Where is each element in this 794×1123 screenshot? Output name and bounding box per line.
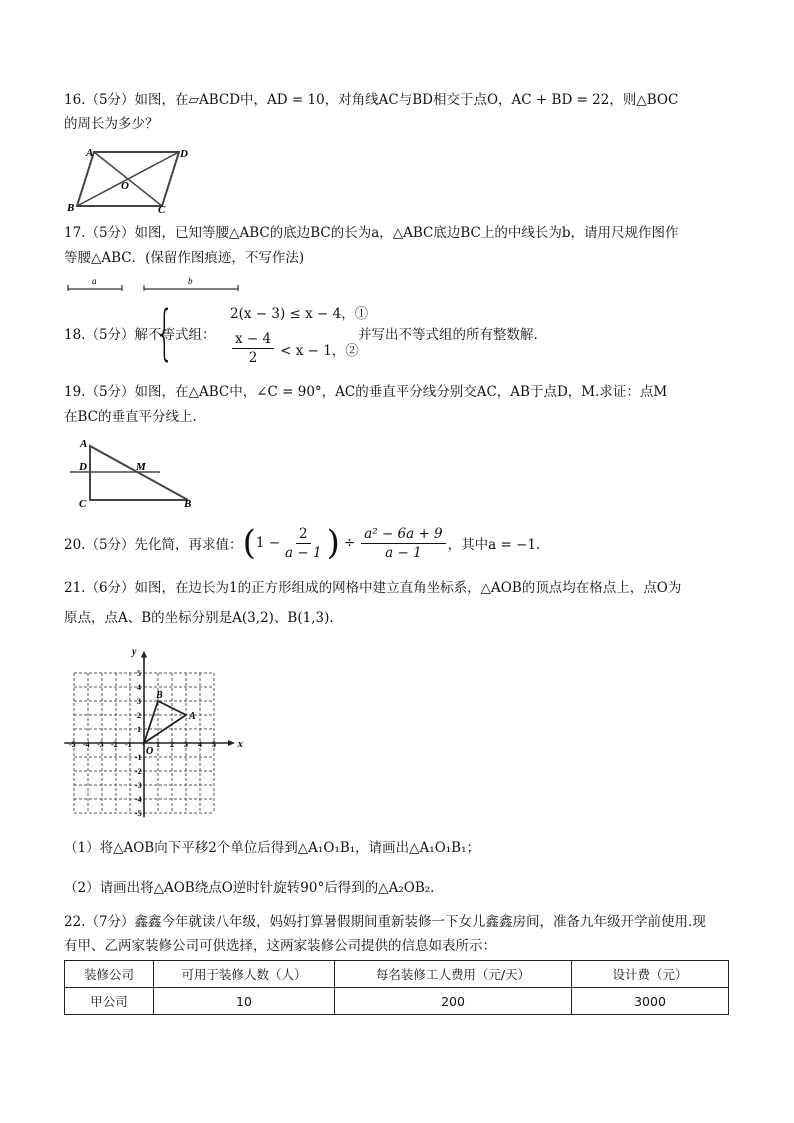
q17-segment-a-label: a (92, 276, 97, 286)
q16-label-O: O (121, 180, 129, 192)
q19-text-line1: 19.（5分）如图，在△ABC中，∠C = 90°，AC的垂直平分线分别交AC，AB于点D，M.求证：点M (64, 384, 668, 400)
q20-suffix: ，其中a = −1. (447, 537, 541, 553)
q19-triangle-figure (64, 435, 204, 513)
x-tick-label: -4 (83, 740, 90, 749)
q20-fraction-2-numerator: a² − 6a + 9 (361, 525, 445, 544)
q21-sub-question-2: （2）请画出将△AOB绕点O逆时针旋转90°后得到的△A₂OB₂. (64, 880, 435, 896)
q19-label-C: C (79, 498, 87, 510)
x-tick-label: -2 (111, 740, 118, 749)
y-tick-label: -4 (135, 795, 142, 804)
x-tick-label: -1 (125, 740, 132, 749)
q18-fraction-numerator: x − 4 (232, 330, 274, 349)
q22-text-line2: 有甲、乙两家装修公司可供选择，这两家装修公司提供的信息如表所示： (64, 938, 496, 954)
q20-divide: ÷ (343, 535, 356, 551)
table-header-cell: 每名装修工人费用（元/天） (335, 961, 572, 988)
q18-fraction (232, 330, 274, 367)
table-cell: 200 (335, 988, 572, 1015)
q20-one: 1 − (255, 535, 281, 551)
q21-triangle-AOB (144, 701, 186, 743)
x-tick-label: -3 (97, 740, 104, 749)
q20-left-paren: ( (242, 523, 256, 563)
q21-text-line2: 原点，点A、B的坐标分别是A(3,2)、B(1,3). (64, 610, 334, 626)
q18-inequality-2-rest: < x − 1，② (280, 342, 359, 359)
q22-company-table (64, 960, 729, 1015)
q18-prefix: 18.（5分）解不等式组： (64, 327, 216, 343)
q21-coordinate-grid (64, 645, 254, 820)
q20-fraction-2-denominator: a − 1 (385, 544, 422, 561)
q21-x-label: x (237, 739, 243, 750)
x-tick-label: 3 (184, 740, 188, 749)
q20-fraction-1-denominator: a − 1 (285, 544, 322, 561)
q19-label-D: D (79, 461, 87, 473)
table-row (65, 988, 729, 1015)
q16-parallelogram-figure (64, 143, 194, 213)
q18-inequality-2 (230, 330, 359, 367)
x-tick-label: 1 (156, 740, 160, 749)
x-tick-label: -5 (69, 740, 76, 749)
y-tick-label: 3 (137, 697, 141, 706)
q18-fraction-denominator: 2 (248, 350, 258, 366)
q21-point-A-label: A (189, 711, 196, 722)
q17-text-line1: 17.（5分）如图，已知等腰△ABC的底边BC的长为a，△ABC底边BC上的中线长为b，请用尺规作图作 (64, 225, 679, 241)
table-cell: 甲公司 (65, 988, 154, 1015)
q19-label-M: M (136, 461, 146, 473)
q19-label-B: B (184, 498, 192, 510)
q16-label-C: C (158, 204, 166, 213)
q20-expression (64, 520, 540, 566)
q20-fraction-1 (282, 525, 325, 562)
x-tick-label: 5 (212, 740, 216, 749)
q16-label-A: A (86, 147, 94, 159)
table-cell: 3000 (572, 988, 729, 1015)
y-tick-label: 4 (137, 683, 141, 692)
q21-y-label: y (132, 646, 137, 658)
q21-sub-question-1: （1）将△AOB向下平移2个单位后得到△A₁O₁B₁，请画出△A₁O₁B₁； (64, 840, 481, 856)
table-cell: 10 (154, 988, 335, 1015)
y-tick-label: -5 (135, 809, 142, 818)
y-tick-label: 2 (137, 711, 141, 720)
q17-text-line2: 等腰△ABC．(保留作图痕迹，不写作法) (64, 250, 305, 266)
y-tick-label: 1 (137, 725, 141, 734)
q17-segments-figure (64, 272, 244, 294)
table-header-cell: 装修公司 (65, 961, 154, 988)
q20-fraction-2 (361, 525, 445, 562)
y-tick-label: 5 (137, 669, 141, 678)
q22-text-line1: 22.（7分）鑫鑫今年就读八年级，妈妈打算暑假期间重新装修一下女儿鑫鑫房间，准备九年级开学前使用.现 (64, 914, 706, 930)
q18-brace: { (155, 298, 175, 368)
q16-label-D: D (180, 148, 188, 160)
q16-text-line2: 的周长为多少？ (64, 116, 159, 132)
y-tick-label: -1 (135, 753, 142, 762)
q20-prefix: 20.（5分）先化简，再求值： (64, 537, 243, 553)
q19-label-A: A (80, 438, 88, 450)
table-header-row (65, 961, 729, 988)
table-header-cell: 设计费（元） (572, 961, 729, 988)
x-tick-label: 4 (198, 740, 202, 749)
q21-text-line1: 21.（6分）如图，在边长为1的正方形组成的网格中建立直角坐标系，△AOB的顶点均在格点上，点O为 (64, 580, 682, 596)
q16-text-line1: 16.（5分）如图，在▱ABCD中，AD = 10，对角线AC与BD相交于点O，AC + BD = 22，则△BOC (64, 92, 679, 108)
table-header-cell: 可用于装修人数（人） (154, 961, 335, 988)
q21-x-axis-arrow (228, 740, 235, 746)
q21-y-axis-arrow (141, 651, 147, 658)
q18-suffix: 并写出不等式组的所有整数解. (358, 327, 538, 343)
q20-fraction-1-numerator: 2 (296, 525, 311, 544)
q21-origin-label: O (146, 746, 154, 757)
y-tick-label: -2 (135, 767, 142, 776)
q21-point-B-label: B (156, 690, 163, 701)
q19-text-line2: 在BC的垂直平分线上. (64, 409, 197, 425)
q18-inequality-1: 2(x − 3) ≤ x − 4，① (230, 306, 369, 322)
q20-right-paren: ) (326, 523, 340, 563)
q17-segment-b-label: b (188, 276, 193, 286)
x-tick-label: 2 (170, 740, 174, 749)
q16-label-B: B (67, 202, 75, 213)
y-tick-label: -3 (135, 781, 142, 790)
